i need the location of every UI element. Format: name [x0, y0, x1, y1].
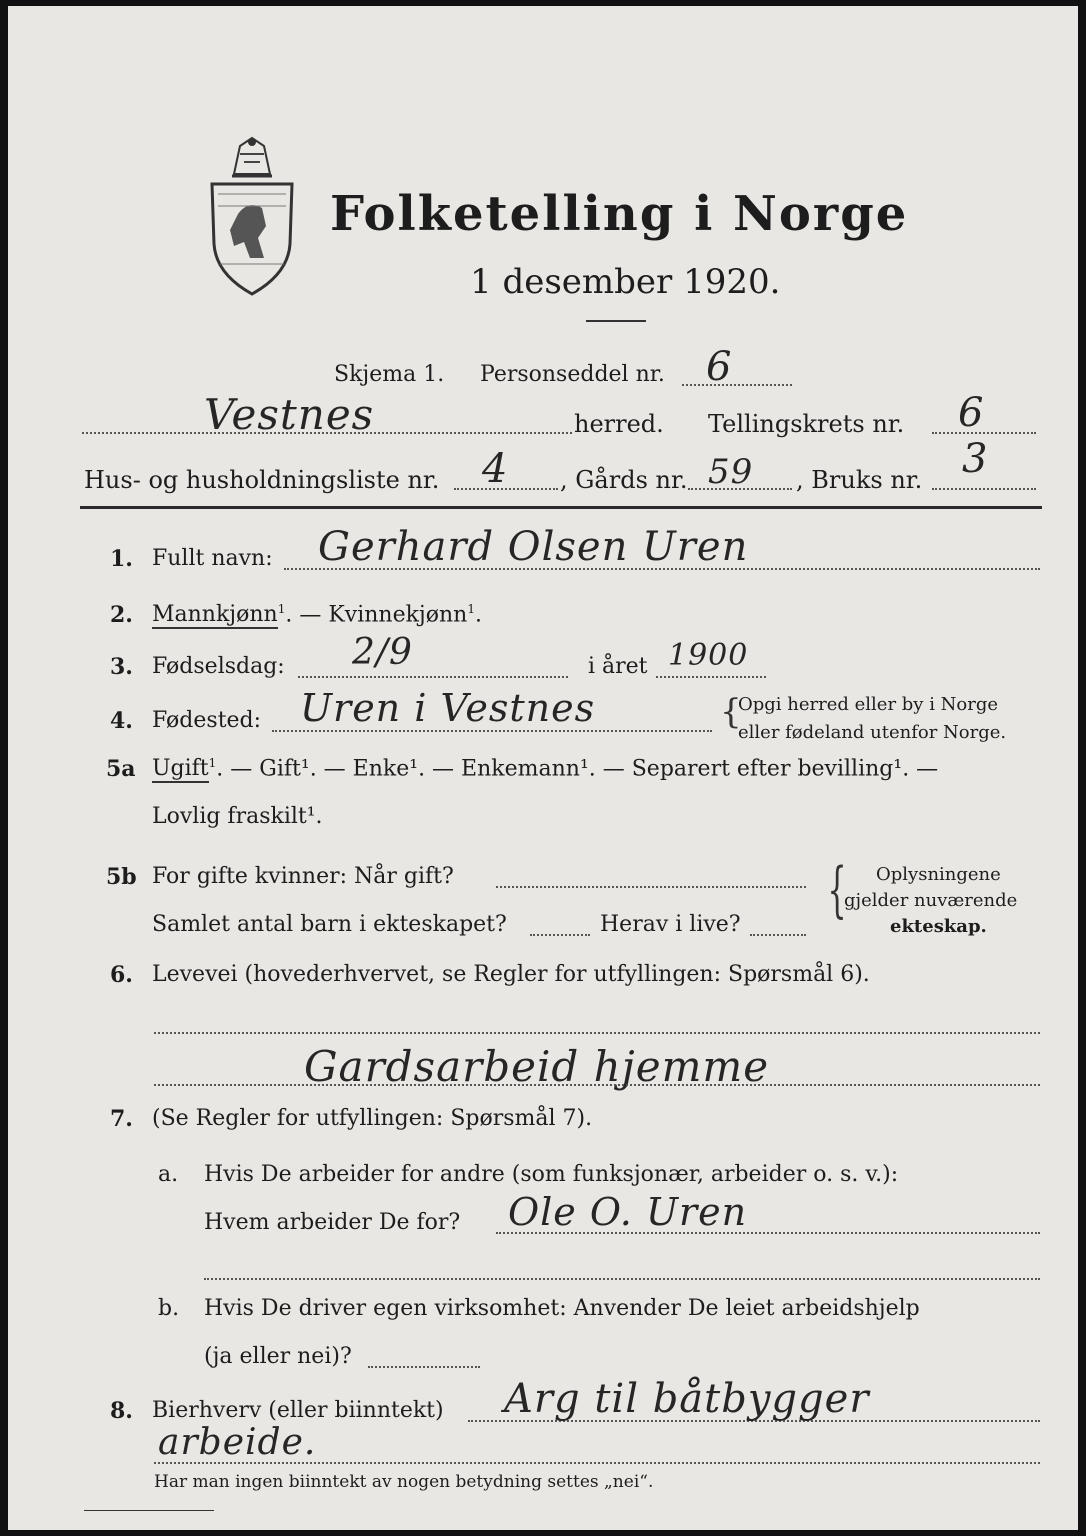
- q7b-text2: (ja eller nei)?: [204, 1344, 352, 1369]
- q7a-employer-value[interactable]: Ole O. Uren: [508, 1190, 748, 1234]
- q2-end: .: [474, 602, 482, 628]
- header-divider: [80, 506, 1042, 509]
- title-divider: [586, 320, 646, 322]
- q5b-alive-label: Herav i live?: [600, 912, 741, 937]
- q7a-text2: Hvem arbeider De for?: [204, 1210, 461, 1235]
- tellingskrets-label: Tellingskrets nr.: [708, 410, 905, 438]
- skjema-label: Skjema 1.: [334, 362, 445, 387]
- q5b-number: 5b: [106, 864, 137, 890]
- q6-label: Levevei (hovederhvervet, se Regler for utfyllingen: Spørsmål 6).: [152, 962, 870, 987]
- q4-note-line1: Opgi herred eller by i Norge: [738, 694, 999, 715]
- personseddel-line: [682, 384, 792, 386]
- q3-birthday-value[interactable]: 2/9: [352, 632, 413, 673]
- q6-occupation-value[interactable]: Gardsarbeid hjemme: [304, 1042, 770, 1091]
- q7a-letter: a.: [158, 1162, 179, 1187]
- q1-label: Fullt navn:: [152, 546, 273, 571]
- q5a-marital-options: Ugift$^1$. — Gift¹. — Enke¹. — Enkemann¹. — Separert efter bevilling¹. —: [152, 756, 939, 782]
- form-title: Folketelling i Norge: [330, 186, 909, 242]
- q5b-note-line2: gjelder nuværende: [844, 890, 1018, 911]
- q3-label: Fødselsdag:: [152, 654, 285, 679]
- q1-number: 1.: [110, 546, 133, 572]
- q5b-alive-line: [750, 934, 806, 936]
- q4-line: [272, 730, 712, 732]
- q4-brace: {: [720, 692, 742, 732]
- husliste-label: Hus- og husholdningsliste nr.: [84, 466, 440, 494]
- q7b-letter: b.: [158, 1296, 180, 1321]
- q8-label: Bierhverv (eller biinntekt): [152, 1398, 444, 1423]
- q5b-married-line: [496, 886, 806, 888]
- q7a-line2: [204, 1278, 1040, 1280]
- bruks-label: , Bruks nr.: [796, 466, 923, 494]
- q7-number: 7.: [110, 1106, 133, 1132]
- q4-birthplace-value[interactable]: Uren i Vestnes: [300, 686, 596, 730]
- q6-line2: [154, 1084, 1040, 1086]
- tellingskrets-value[interactable]: 6: [958, 390, 985, 436]
- q5a-number: 5a: [106, 756, 136, 782]
- q4-number: 4.: [110, 708, 133, 734]
- herred-label: herred.: [574, 410, 664, 438]
- q4-note-line2: eller fødeland utenfor Norge.: [738, 722, 1007, 743]
- census-form: [8, 6, 1078, 1530]
- q2-male-option[interactable]: Mannkjønn: [152, 602, 278, 628]
- q5b-brace: {: [827, 855, 847, 925]
- q6-number: 6.: [110, 962, 133, 988]
- q2-female-option[interactable]: Kvinnekjønn: [328, 602, 468, 628]
- footer-note: Har man ingen biinntekt av nogen betydning settes „nei“.: [154, 1472, 654, 1492]
- q6-line1: [154, 1032, 1040, 1034]
- herred-value[interactable]: Vestnes: [204, 390, 375, 439]
- q7b-line: [368, 1366, 480, 1368]
- q4-label: Fødested:: [152, 708, 262, 733]
- gards-value[interactable]: 59: [708, 452, 754, 492]
- q3-number: 3.: [110, 654, 133, 680]
- q2-sex-options: Mannkjønn$^1$. — Kvinnekjønn$^1$.: [152, 602, 482, 628]
- q5b-label: For gifte kvinner: Når gift?: [152, 864, 454, 889]
- q7-label: (Se Regler for utfyllingen: Spørsmål 7).: [152, 1106, 593, 1131]
- q2-number: 2.: [110, 602, 133, 628]
- bruks-line: [932, 488, 1036, 490]
- q5a-ugift-option[interactable]: Ugift: [152, 756, 209, 782]
- personseddel-label: Personseddel nr.: [480, 362, 665, 387]
- q3-year-value[interactable]: 1900: [668, 638, 749, 673]
- q7b-text: Hvis De driver egen virksomhet: Anvender De leiet arbeidshjelp: [204, 1296, 920, 1321]
- q3-year-label: i året: [588, 654, 648, 679]
- q5b-note-line1: Oplysningene: [876, 864, 1001, 885]
- personseddel-value[interactable]: 6: [706, 344, 733, 390]
- census-date: 1 desember 1920.: [470, 262, 781, 302]
- q8-number: 8.: [110, 1398, 133, 1424]
- q1-name-value[interactable]: Gerhard Olsen Uren: [318, 524, 749, 570]
- q3-line: [298, 676, 568, 678]
- husliste-value[interactable]: 4: [482, 446, 509, 492]
- q5b-note-line3: ekteskap.: [890, 916, 987, 937]
- bruks-value[interactable]: 3: [962, 436, 989, 482]
- gards-label: , Gårds nr.: [560, 466, 688, 494]
- q8-sideline-value2[interactable]: arbeide.: [158, 1422, 317, 1463]
- q7a-text: Hvis De arbeider for andre (som funksjonær, arbeider o. s. v.):: [204, 1162, 899, 1187]
- q3-year-line: [656, 676, 766, 678]
- coat-of-arms-icon: [204, 134, 300, 298]
- q5a-other-options[interactable]: . — Gift¹. — Enke¹. — Enkemann¹. — Separert efter bevilling¹. —: [216, 756, 939, 782]
- q5b-children-label: Samlet antal barn i ekteskapet?: [152, 912, 507, 937]
- footnote-divider: [84, 1510, 214, 1511]
- q5b-children-line: [530, 934, 590, 936]
- q2-separator: . —: [285, 602, 329, 628]
- q5a-line2[interactable]: Lovlig fraskilt¹.: [152, 804, 323, 829]
- q8-sideline-value[interactable]: Arg til båtbygger: [504, 1376, 870, 1422]
